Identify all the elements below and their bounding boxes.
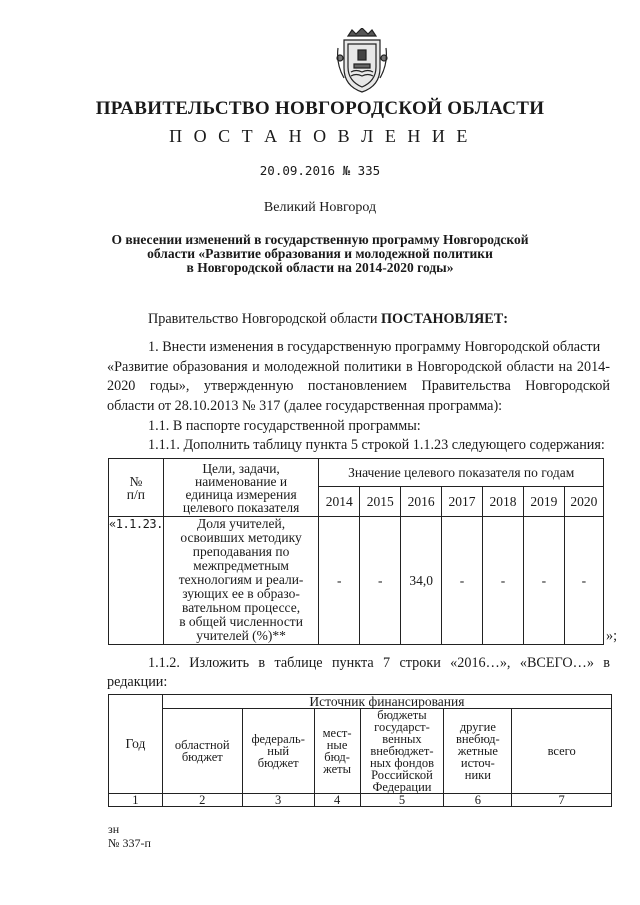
value-cell: - bbox=[360, 517, 401, 645]
subject-line: О внесении изменений в государственную программу Новгородской bbox=[111, 232, 529, 247]
resolves-word: ПОСТАНОВЛЯЕТ: bbox=[380, 311, 508, 327]
paragraph-1-1: 1.1. В паспорте государственной программы: bbox=[148, 418, 421, 434]
year-header: 2019 bbox=[523, 487, 564, 517]
paragraph-1-1-2-cont: редакции: bbox=[107, 674, 168, 690]
city-name: Великий Новгород bbox=[263, 200, 377, 215]
coat-of-arms-emblem bbox=[336, 28, 388, 94]
value-cell: - bbox=[319, 517, 360, 645]
table-row bbox=[109, 794, 612, 807]
year-header: 2018 bbox=[483, 487, 524, 517]
table-row bbox=[109, 517, 604, 645]
value-cell: - bbox=[483, 517, 524, 645]
paragraph-1-line: «Развитие образования и молодежной политики в Новгородской области на 2014- bbox=[107, 359, 610, 375]
paragraph-1-line: 1. Внести изменения в государственную программу Новгородской области bbox=[148, 339, 601, 355]
value-cell: - bbox=[564, 517, 603, 645]
value-cell: 34,0 bbox=[401, 517, 442, 645]
value-cell: - bbox=[523, 517, 564, 645]
col-header-local-budgets: мест- ные бюд- жеты bbox=[314, 709, 360, 794]
subject-line: в Новгородской области на 2014-2020 годы» bbox=[186, 260, 454, 275]
year-header: 2017 bbox=[442, 487, 483, 517]
indicator-name: Доля учителей, освоивших методику преподавания по межпредметным технологиям и реали- зующих ее в образо- вательном процессе, в общей численности учителей (%)** bbox=[163, 517, 319, 645]
resolves-paragraph bbox=[148, 311, 508, 328]
col-header-year: Год bbox=[109, 695, 163, 794]
document-type: П О С Т А Н О В Л Е Н И Е bbox=[169, 126, 471, 146]
indicator-table bbox=[108, 458, 604, 645]
resolves-prefix: Правительство Новгородской области bbox=[148, 311, 381, 327]
row-number: «1.1.23. bbox=[109, 517, 164, 645]
col-header-total: всего bbox=[512, 709, 612, 794]
footer-reference bbox=[108, 822, 151, 850]
year-header: 2016 bbox=[401, 487, 442, 517]
paragraph-1-line: 2020 годы», утвержденную постановлением Правительства Новгородской bbox=[107, 378, 610, 394]
year-header: 2020 bbox=[564, 487, 603, 517]
column-number: 7 bbox=[512, 794, 612, 807]
footer-initials: зн bbox=[108, 822, 120, 836]
col-header-source: Источник финансирования bbox=[162, 695, 611, 709]
column-number: 2 bbox=[162, 794, 242, 807]
column-number: 5 bbox=[360, 794, 444, 807]
col-header-number: № п/п bbox=[109, 459, 164, 517]
date-and-number: 20.09.2016 № 335 bbox=[259, 163, 381, 178]
government-title: ПРАВИТЕЛЬСТВО НОВГОРОДСКОЙ ОБЛАСТИ bbox=[95, 98, 545, 119]
year-header: 2015 bbox=[360, 487, 401, 517]
column-number: 6 bbox=[444, 794, 512, 807]
col-header-goal: Цели, задачи, наименование и единица измерения целевого показателя bbox=[163, 459, 319, 517]
col-header-other-sources: другие внебюд- жетные источ- ники bbox=[444, 709, 512, 794]
col-header-federal-budget: федераль- ный бюджет bbox=[242, 709, 314, 794]
column-number: 1 bbox=[109, 794, 163, 807]
footer-number: № 337-п bbox=[108, 836, 151, 850]
subject-line: области «Развитие образования и молодежной политики bbox=[147, 246, 493, 261]
col-header-extrabudgetary-funds: бюджеты государст- венных внебюджет- ных фондов Российской Федерации bbox=[360, 709, 444, 794]
year-header: 2014 bbox=[319, 487, 360, 517]
col-header-values: Значение целевого показателя по годам bbox=[319, 459, 604, 487]
document-subject bbox=[100, 233, 540, 275]
column-number: 3 bbox=[242, 794, 314, 807]
financing-table bbox=[108, 694, 612, 807]
paragraph-1-1-2: 1.1.2. Изложить в таблице пункта 7 строки «2016…», «ВСЕГО…» в bbox=[148, 655, 610, 671]
paragraph-1-line: области от 28.10.2013 № 317 (далее государственная программа): bbox=[107, 398, 503, 414]
col-header-regional-budget: областной бюджет bbox=[162, 709, 242, 794]
column-number: 4 bbox=[314, 794, 360, 807]
value-cell: - bbox=[442, 517, 483, 645]
paragraph-1-1-1: 1.1.1. Дополнить таблицу пункта 5 строкой 1.1.23 следующего содержания: bbox=[148, 437, 605, 453]
row-closing-quote: »; bbox=[606, 628, 618, 644]
